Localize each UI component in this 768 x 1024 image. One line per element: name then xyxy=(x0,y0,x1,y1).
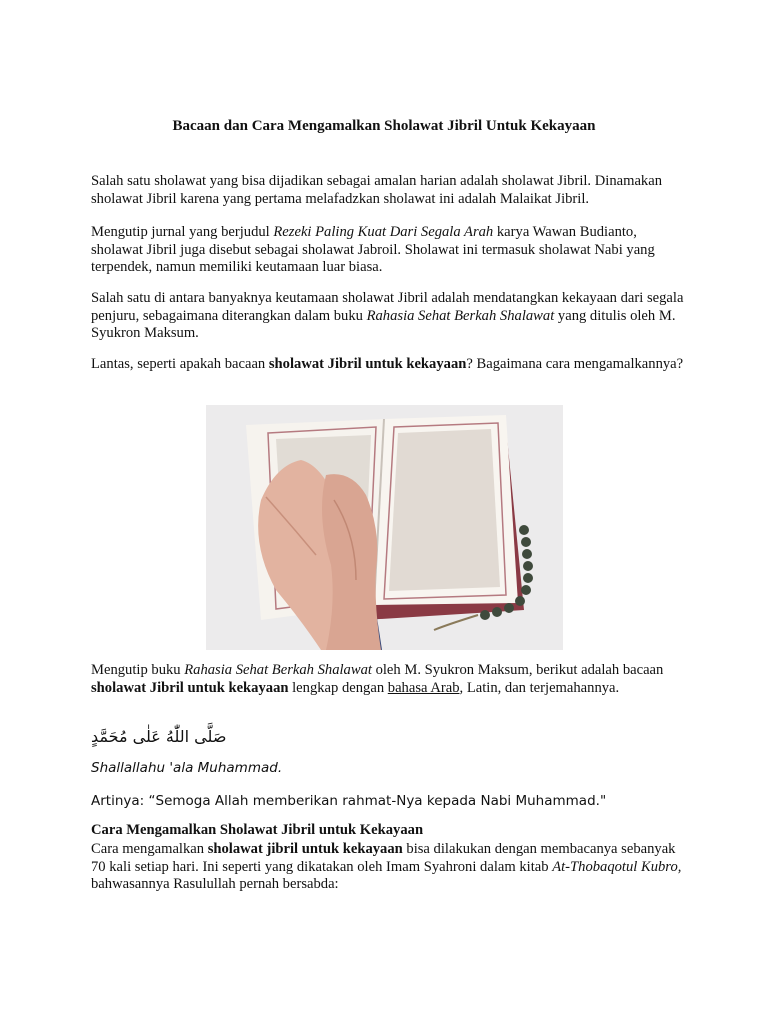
text-run: , Latin, dan terjemahannya. xyxy=(459,679,620,696)
book-title: At-Thobaqotul Kubro, xyxy=(552,858,682,875)
translation xyxy=(91,793,691,811)
text-run: ? Bagaimana cara mengamalkannya? xyxy=(466,356,684,372)
text-run: Cara mengamalkan xyxy=(91,841,208,857)
paragraph-1: Salah satu sholawat yang bisa dijadikan sebagai amalan harian adalah sholawat Jibril. Dinamakan sholawat Jibril karena yang pertama melafadzkan sholawat ini adalah Malaikat Jibril. xyxy=(91,173,663,207)
text-run: bisa dilakukan dengan membacanya sebanyak 70 kali setiap hari. Ini seperti yang dikatakan oleh Imam Syahroni dalam kitab xyxy=(91,841,676,875)
text-run: Mengutip buku xyxy=(91,662,185,678)
text-run: bahwasannya Rasulullah pernah bersabda: xyxy=(91,876,339,892)
text-run: yang ditulis oleh M. Syukron Maksum. xyxy=(91,307,676,341)
document-title: Bacaan dan Cara Mengamalkan Sholawat Jibril Untuk Kekayaan xyxy=(172,118,596,134)
translation-label: Artinya: xyxy=(91,793,149,809)
text-run: oleh M. Syukron Maksum, berikut adalah bacaan xyxy=(371,662,664,678)
text-run: Salah satu di antara banyaknya keutamaan sholawat Jibril adalah mendatangkan kekayaan dari segala penjuru, sebagaimana diterangkan dalam buku xyxy=(91,290,684,324)
paragraph-2 xyxy=(91,224,691,277)
section-heading: Cara Mengamalkan Sholawat Jibril untuk Kekayaan xyxy=(91,822,424,838)
book-title: Rahasia Sehat Berkah Shalawat xyxy=(184,662,372,678)
praying-hands-quran-image xyxy=(206,405,563,650)
paragraph-5 xyxy=(91,662,691,697)
text-run: karya Wawan Budianto, sholawat Jibril juga disebut sebagai sholawat Jabroil. Sholawat ini termasuk sholawat Nabi yang terpendek, namun memiliki keutamaan luar biasa. xyxy=(91,224,655,275)
journal-title: Rezeki Paling Kuat Dari Segala Arah xyxy=(273,224,494,240)
latin-transliteration: Shallallahu 'ala Muhammad. xyxy=(91,760,283,776)
text-run: lengkap dengan xyxy=(288,679,388,696)
bold-phrase: sholawat jibril untuk kekayaan xyxy=(207,841,403,857)
text-run: Lantas, seperti apakah bacaan xyxy=(91,356,269,372)
arabic-text: صَلَّى اللّٰهُ عَلٰى مُحَمَّدٍ xyxy=(91,727,227,746)
paragraph-3 xyxy=(91,290,691,343)
bahasa-arab-link[interactable]: bahasa Arab xyxy=(387,679,460,696)
paragraph-6 xyxy=(91,841,691,894)
latin-text xyxy=(91,760,691,778)
bold-phrase: sholawat Jibril untuk kekayaan xyxy=(268,356,467,372)
book-title: Rahasia Sehat Berkah Shalawat xyxy=(366,307,555,324)
paragraph-4 xyxy=(91,356,691,374)
translation-text: “Semoga Allah memberikan rahmat-Nya kepada Nabi Muhammad." xyxy=(148,793,607,809)
text-run: Mengutip jurnal yang berjudul xyxy=(91,224,274,240)
bold-phrase: sholawat Jibril untuk kekayaan xyxy=(91,679,289,696)
